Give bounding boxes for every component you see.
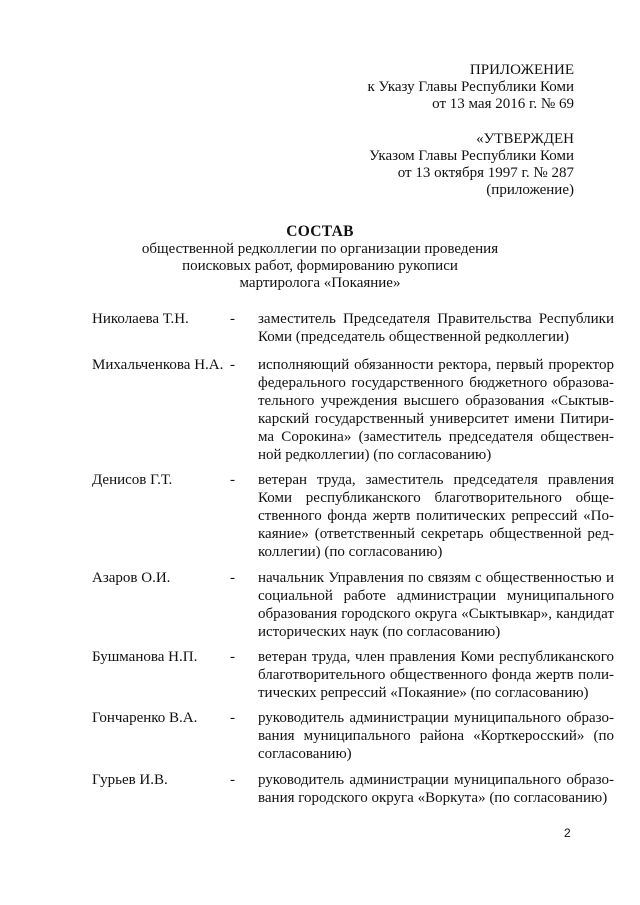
appendix-header xyxy=(367,62,574,113)
description-line: исторических наук (по согласованию) xyxy=(258,624,501,640)
member-dash: - xyxy=(230,570,235,586)
description-line: руководитель администрации муниципального образо- xyxy=(258,772,614,788)
member-dash: - xyxy=(230,357,235,373)
description-line: социальной работе администрации муниципального xyxy=(258,588,614,604)
description-line: карский государственный университет имени Питири- xyxy=(258,411,614,427)
description-line: федерального государственного бюджетного образова- xyxy=(258,375,614,391)
description-line: благотворительного общественного фонда жертв поли- xyxy=(258,667,614,683)
approval-title: «УТВЕРЖДЕН xyxy=(476,131,574,147)
member-description xyxy=(258,356,614,464)
member-name: Михальченкова Н.А. xyxy=(92,357,224,373)
description-line: исполняющий обязанности ректора, первый проректор xyxy=(258,357,614,373)
member-description xyxy=(258,471,614,561)
member-dash: - xyxy=(230,772,235,788)
description-line: заместитель Председателя Правительства Республики xyxy=(258,311,614,327)
page-number: 2 xyxy=(564,826,571,840)
title-subtitle-line: поисковых работ, формированию рукописи xyxy=(182,258,458,274)
description-line: ной редколлегии) (по согласованию) xyxy=(258,447,492,463)
member-description xyxy=(258,709,614,763)
description-line: образования городского округа «Сыктывкар», кандидат xyxy=(258,606,614,622)
member-dash: - xyxy=(230,472,235,488)
approval-note: (приложение) xyxy=(486,182,574,198)
document-title xyxy=(0,223,640,292)
decree-date: от 13 мая 2016 г. № 69 xyxy=(432,96,574,112)
description-line: Коми (председатель общественной редколлегии) xyxy=(258,329,570,345)
description-line: коллегии) (по согласованию) xyxy=(258,544,443,560)
member-name: Бушманова Н.П. xyxy=(92,649,198,665)
title-subtitle-line: мартиролога «Покаяние» xyxy=(239,275,401,291)
member-description xyxy=(258,648,614,702)
description-line: ственного фонда жертв политических репрессий «По- xyxy=(258,508,614,524)
description-line: каяние» (ответственный секретарь общественной ред- xyxy=(258,526,614,542)
member-name: Азаров О.И. xyxy=(92,570,171,586)
member-dash: - xyxy=(230,649,235,665)
member-name: Денисов Г.Т. xyxy=(92,472,173,488)
description-line: тельного учреждения высшего образования «Сыктыв- xyxy=(258,393,614,409)
member-dash: - xyxy=(230,311,235,327)
description-line: ма Сорокина» (заместитель председателя обществен- xyxy=(258,429,614,445)
approval-date: от 13 октября 1997 г. № 287 xyxy=(397,165,574,181)
decree-reference: к Указу Главы Республики Коми xyxy=(367,79,574,95)
approval-header xyxy=(369,131,574,199)
description-line: вания муниципального района «Корткеросский» (по xyxy=(258,728,614,744)
member-name: Николаева Т.Н. xyxy=(92,311,189,327)
description-line: Коми республиканского благотворительного обще- xyxy=(258,490,614,506)
approval-by: Указом Главы Республики Коми xyxy=(369,148,574,164)
description-line: ветеран труда, член правления Коми республиканского xyxy=(258,649,614,665)
description-line: начальник Управления по связям с общественностью и xyxy=(258,570,614,586)
description-line: согласованию) xyxy=(258,746,352,762)
member-name: Гурьев И.В. xyxy=(92,772,168,788)
description-line: ветеран труда, заместитель председателя правления xyxy=(258,472,614,488)
member-name: Гончаренко В.А. xyxy=(92,710,198,726)
member-description xyxy=(258,771,614,807)
description-line: вания городского округа «Воркута» (по согласованию) xyxy=(258,790,608,806)
title-main: СОСТАВ xyxy=(286,223,354,240)
member-description xyxy=(258,310,614,346)
description-line: тических репрессий «Покаяние» (по согласованию) xyxy=(258,685,589,701)
title-subtitle-line: общественной редколлегии по организации проведения xyxy=(141,241,499,257)
member-description xyxy=(258,569,614,641)
appendix-title: ПРИЛОЖЕНИЕ xyxy=(469,62,574,78)
description-line: руководитель администрации муниципального образо- xyxy=(258,710,614,726)
member-dash: - xyxy=(230,710,235,726)
